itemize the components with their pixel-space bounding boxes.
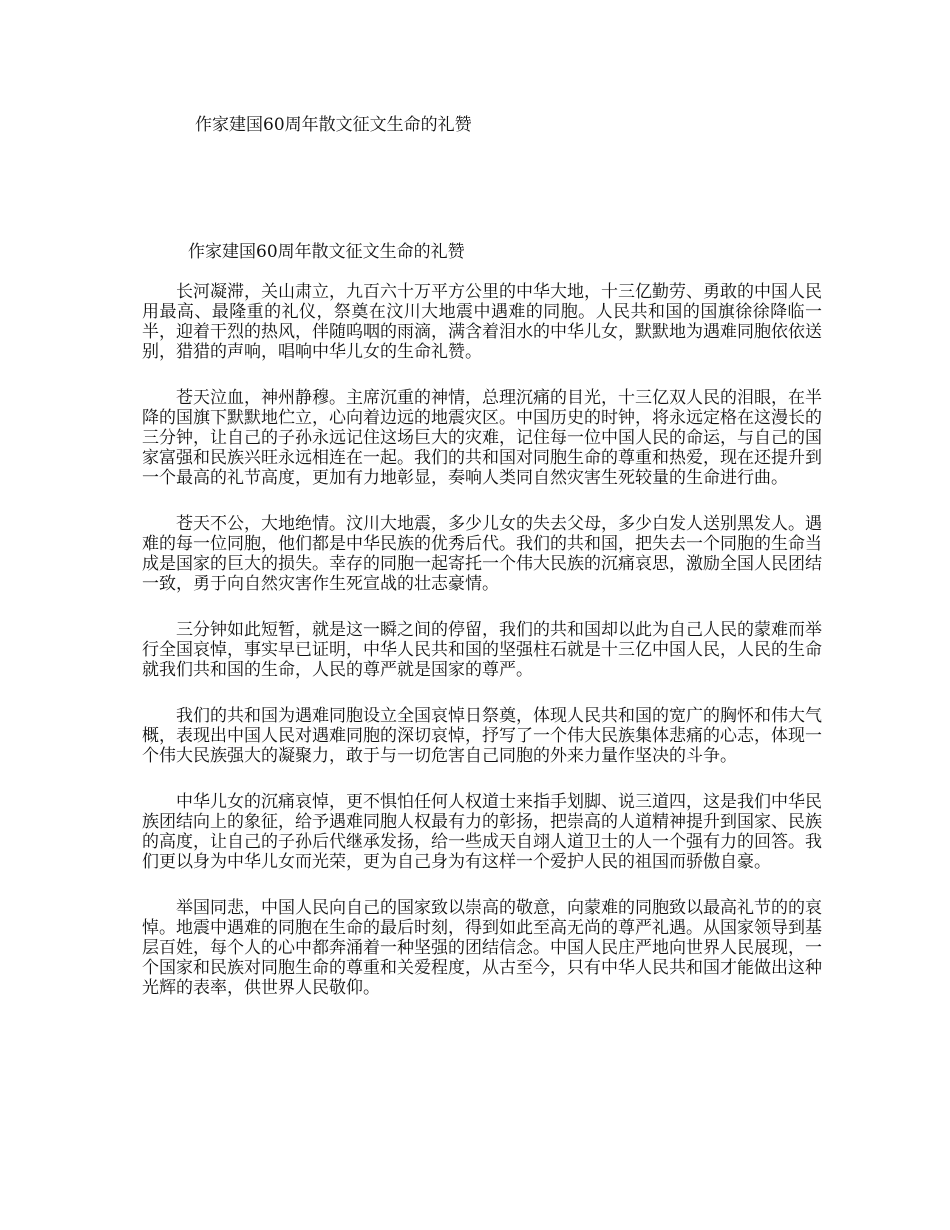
paragraph-6: 中华儿女的沉痛哀悼，更不惧怕任何人权道士来指手划脚、说三道四，这是我们中华民族团结向上的象征，给予遇难同胞人权最有力的彰扬，把崇高的人道精神提升到国家、民族的高度，让自己的子孙后代继承发扬，给一些成天自翊人道卫士的人一个强有力的回答。我们更以身为中华儿女而光荣，更为自己身为有这样一个爱护人民的祖国而骄傲自豪。 [142,792,822,872]
page-header-title: 作家建国60周年散文征文生命的礼赞 [195,115,472,135]
paragraph-1: 长河凝滞，关山肃立，九百六十万平方公里的中华大地，十三亿勤劳、勇敢的中国人民用最高、最隆重的礼仪，祭奠在汶川大地震中遇难的同胞。人民共和国的国旗徐徐降临一半，迎着干烈的热风，伴随呜咽的雨滴，满含着泪水的中华儿女，默默地为遇难同胞依依送别，猎猎的声响，唱响中华儿女的生命礼赞。 [142,282,822,362]
paragraph-4: 三分钟如此短暂，就是这一瞬之间的停留，我们的共和国却以此为自己人民的蒙难而举行全国哀悼，事实早已证明，中华人民共和国的坚强柱石就是十三亿中国人民，人民的生命就我们共和国的生命，人民的尊严就是国家的尊严。 [142,620,822,680]
paragraph-7: 举国同悲，中国人民向自己的国家致以崇高的敬意，向蒙难的同胞致以最高礼节的的哀悼。地震中遇难的同胞在生命的最后时刻，得到如此至高无尚的尊严礼遇。从国家领导到基层百姓，每个人的心中都奔涌着一种坚强的团结信念。中国人民庄严地向世界人民展现，一个国家和民族对同胞生命的尊重和关爱程度，从古至今，只有中华人民共和国才能做出这种光辉的表率，供世界人民敬仰。 [142,898,822,998]
paragraph-5: 我们的共和国为遇难同胞设立全国哀悼日祭奠，体现人民共和国的宽广的胸怀和伟大气概，表现出中国人民对遇难同胞的深切哀悼，抒写了一个伟大民族集体悲痛的心志，体现一个伟大民族强大的凝聚力，敢于与一切危害自己同胞的外来力量作坚决的斗争。 [142,706,822,766]
paragraph-2: 苍天泣血，神州静穆。主席沉重的神情，总理沉痛的目光，十三亿双人民的泪眼，在半降的国旗下默默地伫立，心向着边远的地震灾区。中国历史的时钟，将永远定格在这漫长的三分钟，让自己的子孙永远记住这场巨大的灾难，记住每一位中国人民的命运，与自己的国家富强和民族兴旺永远相连在一起。我们的共和国对同胞生命的尊重和热爱，现在还提升到一个最高的礼节高度，更加有力地彰显，奏响人类同自然灾害生死较量的生命进行曲。 [142,388,822,488]
document-title: 作家建国60周年散文征文生命的礼赞 [188,242,465,262]
document-body [142,282,822,1024]
paragraph-3: 苍天不公，大地绝情。汶川大地震，多少儿女的失去父母，多少白发人送别黑发人。遇难的每一位同胞，他们都是中华民族的优秀后代。我们的共和国，把失去一个同胞的生命当成是国家的巨大的损失。幸存的同胞一起寄托一个伟大民族的沉痛哀思，激励全国人民团结一致，勇于向自然灾害作生死宣战的壮志豪情。 [142,514,822,594]
